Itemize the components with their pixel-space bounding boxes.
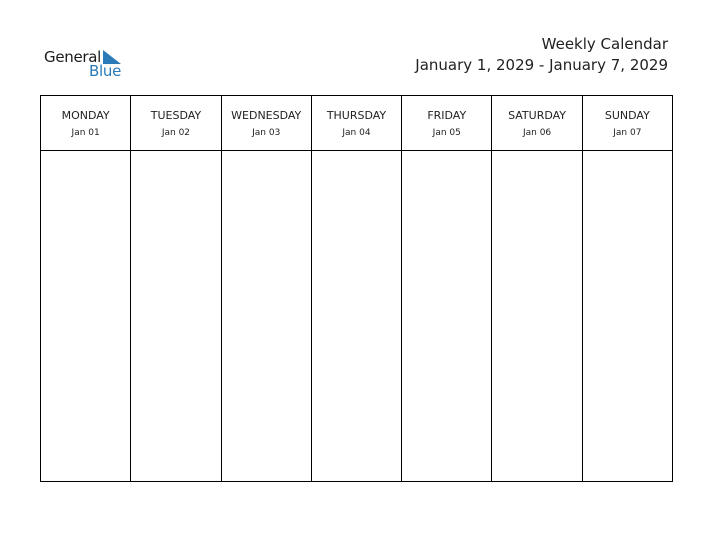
day-cell[interactable] xyxy=(583,151,672,481)
day-header xyxy=(312,96,401,151)
day-header xyxy=(41,96,130,151)
day-cell[interactable] xyxy=(402,151,491,481)
day-name: FRIDAY xyxy=(427,109,467,122)
day-name: WEDNESDAY xyxy=(231,109,302,122)
day-column-monday xyxy=(41,96,131,481)
day-date: Jan 02 xyxy=(161,128,191,138)
day-date: Jan 07 xyxy=(613,128,642,138)
day-date: Jan 06 xyxy=(522,128,552,138)
logo-word-blue: Blue xyxy=(89,62,121,80)
day-column-tuesday xyxy=(131,96,221,481)
day-cell[interactable] xyxy=(41,151,130,481)
weekly-calendar-grid xyxy=(40,95,673,482)
day-cell[interactable] xyxy=(492,151,581,481)
calendar-header xyxy=(415,34,668,76)
day-name: THURSDAY xyxy=(326,109,387,122)
day-name: TUESDAY xyxy=(150,109,202,122)
day-header xyxy=(583,96,672,151)
day-header xyxy=(492,96,581,151)
day-name: SATURDAY xyxy=(508,109,567,122)
logo-word-general: General xyxy=(44,48,102,66)
day-column-sunday xyxy=(583,96,672,481)
day-header xyxy=(131,96,220,151)
day-name: MONDAY xyxy=(61,109,110,122)
day-header xyxy=(222,96,311,151)
general-blue-logo xyxy=(44,46,134,82)
day-column-wednesday xyxy=(222,96,312,481)
day-cell[interactable] xyxy=(222,151,311,481)
date-range: January 1, 2029 - January 7, 2029 xyxy=(415,56,668,74)
day-cell[interactable] xyxy=(312,151,401,481)
day-date: Jan 01 xyxy=(71,128,100,138)
calendar-title: Weekly Calendar xyxy=(541,35,668,53)
day-header xyxy=(402,96,491,151)
day-cell[interactable] xyxy=(131,151,220,481)
day-date: Jan 05 xyxy=(432,128,461,138)
day-name: SUNDAY xyxy=(604,109,650,122)
day-column-thursday xyxy=(312,96,402,481)
day-column-friday xyxy=(402,96,492,481)
day-column-saturday xyxy=(492,96,582,481)
day-date: Jan 04 xyxy=(342,128,371,138)
day-date: Jan 03 xyxy=(252,128,281,138)
